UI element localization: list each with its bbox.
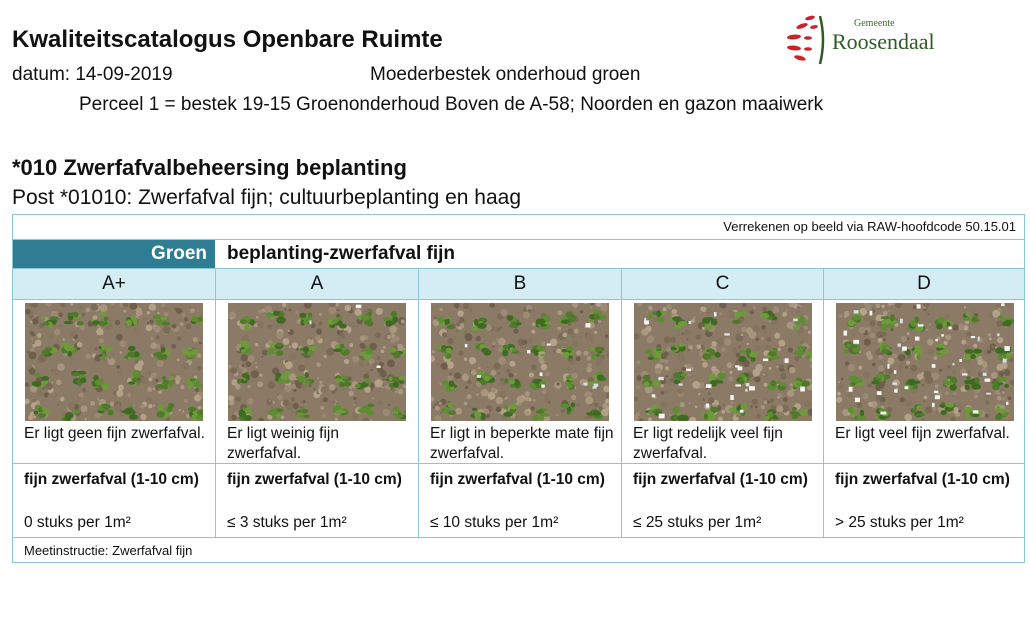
norm-count: > 25 stuks per 1m²	[835, 514, 964, 531]
subject-label: beplanting-zwerfafval fijn	[227, 243, 456, 264]
norm-unit: fijn zwerfafval (1-10 cm)	[835, 471, 1010, 488]
norm-unit: fijn zwerfafval (1-10 cm)	[633, 471, 808, 488]
perceel: Perceel 1 = bestek 19-15 Groenonderhoud Boven de A-58; Noorden en gazon maaiwerk	[79, 94, 824, 115]
verrekenen-note: Verrekenen op beeld via RAW-hoofdcode 50.15.01	[723, 219, 1016, 234]
grade-cell	[13, 300, 216, 463]
category-label: Groen	[13, 240, 215, 268]
datum: datum: 14-09-2019	[12, 64, 173, 85]
grade-row	[13, 269, 1024, 300]
grade-cell	[419, 300, 622, 463]
grade-description: Er ligt geen fijn zwerfafval.	[24, 425, 205, 442]
ground-photo-image	[634, 303, 812, 421]
norm-cell	[824, 464, 1024, 537]
ground-photo	[228, 303, 406, 421]
ground-photo	[25, 303, 203, 421]
norm-count: ≤ 3 stuks per 1m²	[227, 514, 347, 531]
gemeente-roosendaal-logo	[780, 12, 960, 68]
table-header-row	[13, 239, 1024, 269]
roosendaal-logo-icon	[780, 12, 836, 68]
ground-photo-image	[25, 303, 203, 421]
page-title: Kwaliteitscatalogus Openbare Ruimte	[12, 26, 443, 53]
grade-cell	[622, 300, 824, 463]
ground-photo	[431, 303, 609, 421]
ground-photo	[634, 303, 812, 421]
grade-header: D	[917, 273, 931, 294]
ground-photo	[836, 303, 1014, 421]
norm-cell	[622, 464, 824, 537]
ground-photo-image	[228, 303, 406, 421]
quality-table	[12, 214, 1025, 563]
grade-cell	[824, 300, 1024, 463]
norm-cell	[13, 464, 216, 537]
grade-header: A+	[13, 269, 216, 299]
norm-count: ≤ 25 stuks per 1m²	[633, 514, 762, 531]
norm-unit: fijn zwerfafval (1-10 cm)	[24, 471, 199, 488]
grade-description: Er ligt redelijk veel fijn zwerfafval.	[633, 425, 783, 462]
meetinstructie: Meetinstructie: Zwerfafval fijn	[24, 543, 193, 558]
logo-text-roosendaal: Roosendaal	[832, 29, 935, 54]
norm-count: ≤ 10 stuks per 1m²	[430, 514, 559, 531]
grade-description: Er ligt weinig fijn zwerfafval.	[227, 425, 339, 462]
grade-header: B	[419, 269, 622, 299]
logo-text-gemeente: Gemeente	[854, 18, 895, 29]
grade-description: Er ligt in beperkte mate fijn zwerfafval.	[430, 425, 614, 462]
grade-description: Er ligt veel fijn zwerfafval.	[835, 425, 1010, 442]
norm-row	[13, 463, 1024, 538]
grade-cell	[216, 300, 419, 463]
norm-unit: fijn zwerfafval (1-10 cm)	[430, 471, 605, 488]
photo-row	[13, 300, 1024, 463]
norm-cell	[216, 464, 419, 537]
ground-photo-image	[836, 303, 1014, 421]
grade-header: A	[216, 269, 419, 299]
norm-unit: fijn zwerfafval (1-10 cm)	[227, 471, 402, 488]
ground-photo-image	[431, 303, 609, 421]
section-heading: *010 Zwerfafvalbeheersing beplanting	[12, 155, 407, 180]
norm-count: 0 stuks per 1m²	[24, 514, 131, 531]
norm-cell	[419, 464, 622, 537]
post-heading: Post *01010: Zwerfafval fijn; cultuurbeplanting en haag	[12, 186, 521, 209]
grade-header: C	[622, 269, 824, 299]
moederbestek: Moederbestek onderhoud groen	[370, 64, 641, 85]
